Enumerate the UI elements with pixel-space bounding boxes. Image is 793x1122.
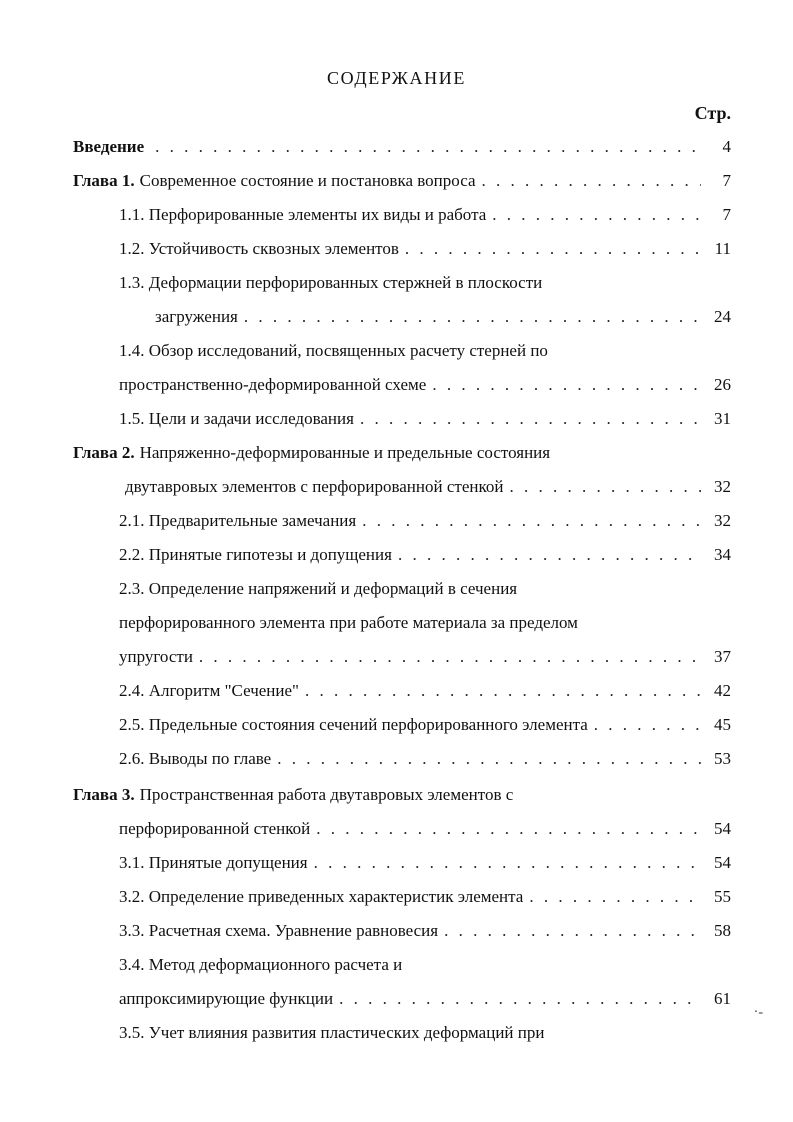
page-number: 32 (714, 477, 731, 496)
toc-entry[interactable] (119, 921, 731, 947)
page-number: 37 (714, 647, 731, 666)
chapter-label: Введение (73, 137, 145, 156)
entry-text: Напряженно-деформированные и предельные состояния (139, 443, 551, 462)
entry-text: 1.1. Перфорированные элементы их виды и работа (119, 205, 487, 224)
toc-entry[interactable] (119, 239, 731, 265)
toc-entry[interactable] (119, 511, 731, 537)
page-number: 26 (714, 375, 731, 394)
entry-text: 1.3. Деформации перфорированных стержней в плоскости (119, 273, 543, 292)
entry-text: перфорированной стенкой (119, 819, 311, 838)
leader-dots (305, 681, 701, 701)
leader-dots (444, 921, 701, 941)
leader-dots (509, 477, 701, 497)
toc-entry[interactable] (119, 341, 731, 367)
page-number: 55 (714, 887, 731, 906)
toc-entry[interactable] (119, 545, 731, 571)
entry-text: загружения (155, 307, 238, 326)
toc-entry[interactable] (73, 785, 731, 811)
toc-entry-continuation[interactable] (119, 989, 731, 1015)
page-number: 45 (714, 715, 731, 734)
entry-text: 2.6. Выводы по главе (119, 749, 272, 768)
leader-dots (482, 171, 702, 191)
toc-entry[interactable] (73, 171, 731, 197)
page-number: 4 (722, 137, 731, 156)
entry-text: упругости (119, 647, 193, 666)
page-number: 34 (714, 545, 731, 564)
toc-entry[interactable] (119, 715, 731, 741)
page-number: 7 (722, 205, 731, 224)
toc-entry[interactable] (73, 137, 731, 163)
toc-entry[interactable] (119, 681, 731, 707)
page-number: 11 (714, 239, 731, 258)
leader-dots (316, 819, 701, 839)
page-number: 53 (714, 749, 731, 768)
toc-entry[interactable] (119, 409, 731, 435)
leader-dots (199, 647, 701, 667)
page-number: 54 (714, 819, 731, 838)
leader-dots (362, 511, 701, 531)
toc-entry[interactable] (119, 853, 731, 879)
leader-dots (339, 989, 701, 1009)
leader-dots (155, 137, 701, 157)
leader-dots (492, 205, 701, 225)
leader-dots (277, 749, 701, 769)
entry-text: Современное состояние и постановка вопроса (139, 171, 476, 190)
toc-entry-continuation[interactable] (119, 647, 731, 673)
entry-text: 1.4. Обзор исследований, посвященных расчету стерней по (119, 341, 548, 360)
entry-text: Пространственная работа двутавровых элементов с (139, 785, 514, 804)
toc-entry[interactable] (119, 579, 731, 605)
toc-entry[interactable] (119, 749, 731, 775)
toc-entry[interactable] (73, 443, 731, 469)
page-number: 58 (714, 921, 731, 940)
entry-text: 3.5. Учет влияния развития пластических деформаций при (119, 1023, 545, 1042)
page-number: 42 (714, 681, 731, 700)
leader-dots (594, 715, 701, 735)
toc-entry-continuation[interactable] (119, 819, 731, 845)
page-number: 7 (722, 171, 731, 190)
leader-dots (405, 239, 701, 259)
page-column-label: Стр. (694, 103, 731, 123)
entry-text: 1.2. Устойчивость сквозных элементов (119, 239, 399, 258)
entry-text: 2.2. Принятые гипотезы и допущения (119, 545, 392, 564)
entry-text: аппроксимирующие функции (119, 989, 334, 1008)
entry-text: 3.4. Метод деформационного расчета и (119, 955, 403, 974)
page-number: 24 (714, 307, 731, 326)
entry-text: 3.2. Определение приведенных характеристик элемента (119, 887, 524, 906)
toc-entry-continuation[interactable] (125, 477, 731, 503)
entry-text: 2.3. Определение напряжений и деформаций в сечения (119, 579, 518, 598)
entry-text: 2.5. Предельные состояния сечений перфорированного элемента (119, 715, 588, 734)
entry-text: 2.4. Алгоритм "Сечение" (119, 681, 299, 700)
leader-dots (398, 545, 701, 565)
page-number: 32 (714, 511, 731, 530)
leader-dots (314, 853, 701, 873)
leader-dots (244, 307, 701, 327)
toc-entry[interactable] (119, 205, 731, 231)
chapter-label: Глава 1. (73, 171, 135, 190)
chapter-label: Глава 2. (73, 443, 135, 462)
page-number: 61 (714, 989, 731, 1008)
toc-entry[interactable] (119, 955, 731, 981)
entry-text: двутавровых элементов с перфорированной стенкой (125, 477, 504, 496)
entry-text: перфорированного элемента при работе материала за пределом (119, 613, 578, 632)
page-title: СОДЕРЖАНИЕ (327, 68, 466, 88)
toc-entry[interactable] (119, 1023, 731, 1049)
chapter-label: Глава 3. (73, 785, 135, 804)
page-number: 31 (714, 409, 731, 428)
leader-dots (360, 409, 701, 429)
toc-entry-continuation[interactable] (119, 375, 731, 401)
entry-text: пространственно-деформированной схеме (119, 375, 427, 394)
toc-entry-continuation[interactable] (155, 307, 731, 333)
entry-text: 3.3. Расчетная схема. Уравнение равновесия (119, 921, 439, 940)
entry-text: 2.1. Предварительные замечания (119, 511, 357, 530)
entry-text: 3.1. Принятые допущения (119, 853, 308, 872)
leader-dots (432, 375, 701, 395)
toc-entry[interactable] (119, 273, 731, 299)
scan-artifact: ·- (753, 1005, 763, 1020)
toc-entry-continuation[interactable] (119, 613, 731, 639)
page-number: 54 (714, 853, 731, 872)
entry-text: 1.5. Цели и задачи исследования (119, 409, 354, 428)
toc-entry[interactable] (119, 887, 731, 913)
leader-dots (529, 887, 701, 907)
